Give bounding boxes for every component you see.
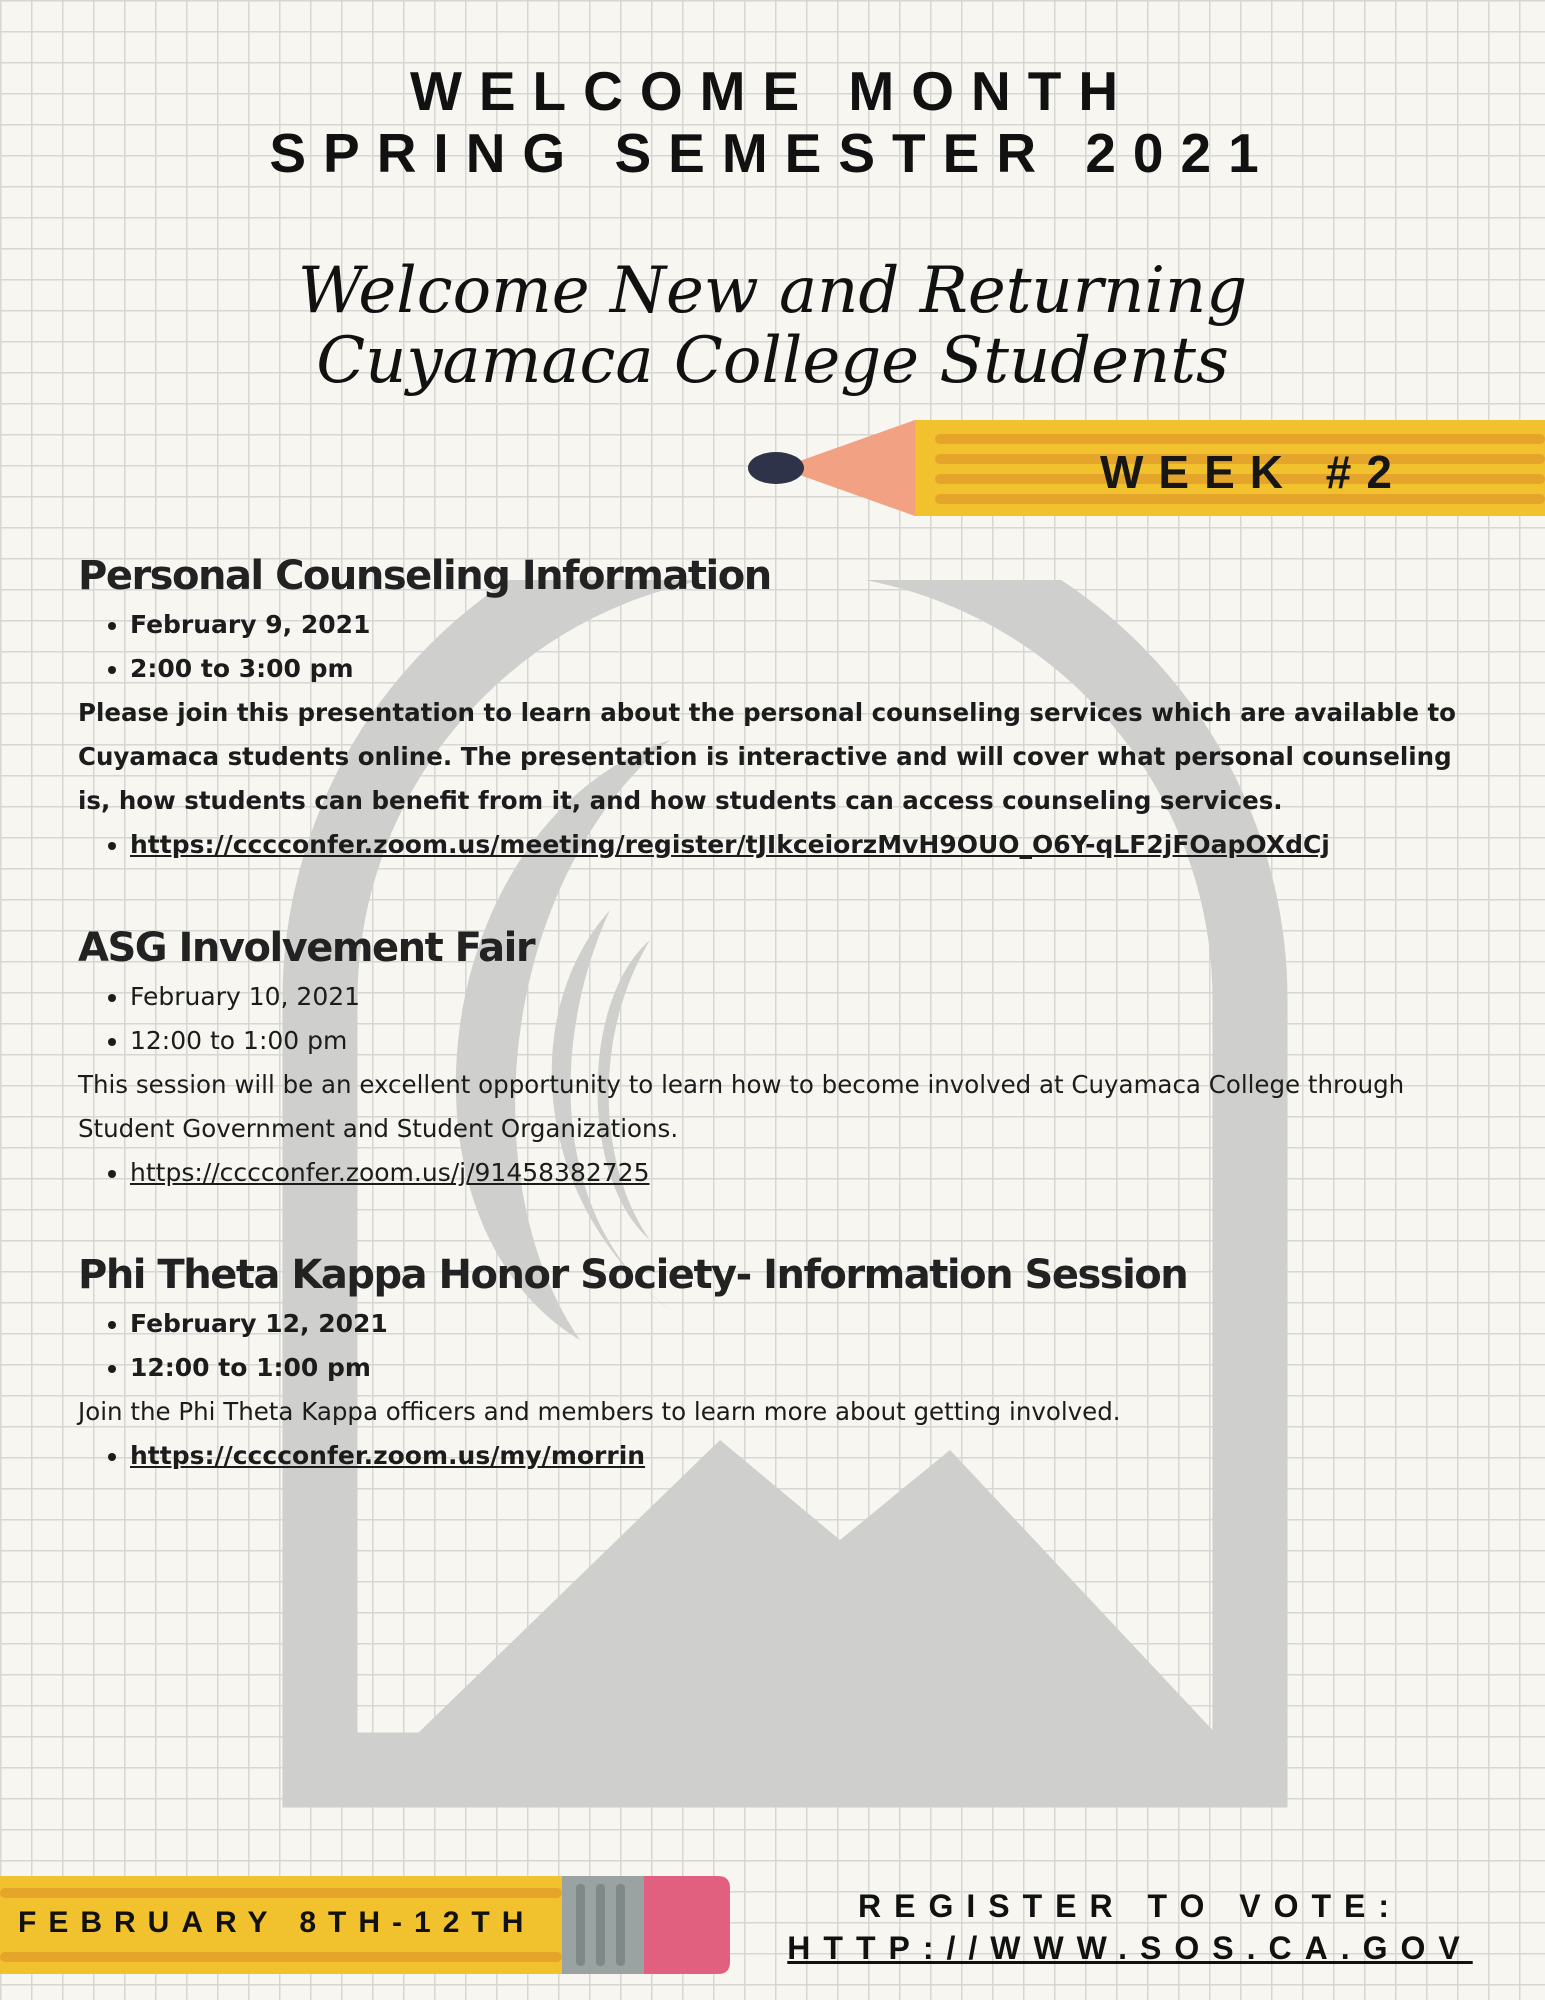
week-label: WEEK #2 <box>1100 446 1407 498</box>
event-time: • 12:00 to 1:00 pm <box>130 1346 1478 1390</box>
link-item <box>130 1434 1478 1478</box>
register-url-wrapper <box>770 1930 1490 1967</box>
event-description: This session will be an excellent opportunity to learn how to become involved at Cuyamaca College through Student Government and Student Organizations. <box>78 1070 1405 1143</box>
section-asg-involvement-fair <box>78 925 1478 1195</box>
zoom-link[interactable]: https://cccconfer.zoom.us/my/morrin <box>130 1441 646 1470</box>
week-dates: FEBRUARY 8TH-12TH <box>18 1906 536 1939</box>
link-item <box>130 823 1478 867</box>
zoom-link[interactable]: https://cccconfer.zoom.us/j/91458382725 <box>130 1158 650 1187</box>
link-item <box>130 1151 1478 1195</box>
section-link-list <box>78 1151 1478 1195</box>
section-title: ASG Involvement Fair <box>78 925 535 971</box>
section-title: Personal Counseling Information <box>78 553 771 599</box>
section-link-list <box>78 1434 1478 1478</box>
section-details <box>78 603 1478 691</box>
event-date: • February 12, 2021 <box>130 1302 1478 1346</box>
section-details <box>78 1302 1478 1390</box>
event-time: • 2:00 to 3:00 pm <box>130 647 1478 691</box>
section-details <box>78 975 1478 1063</box>
event-date: • February 9, 2021 <box>130 603 1478 647</box>
event-heading: WELCOME MONTH <box>409 60 1136 122</box>
register-url-link[interactable]: HTTP://WWW.SOS.CA.GOV <box>787 1930 1473 1966</box>
section-link-list <box>78 823 1478 867</box>
register-label: REGISTER TO VOTE: <box>858 1888 1402 1924</box>
section-personal-counseling <box>78 553 1478 867</box>
welcome-script-line1: Welcome New and Returning <box>297 254 1248 328</box>
semester-heading: SPRING SEMESTER 2021 <box>269 122 1276 184</box>
event-description: Please join this presentation to learn about the personal counseling services which are available to Cuyamaca students online. The presentation is interactive and will cover what personal counseling is, how students can benefit from it, and how students can access counseling services. <box>78 698 1457 815</box>
welcome-script-line2: Cuyamaca College Students <box>316 324 1229 398</box>
event-description: Join the Phi Theta Kappa officers and members to learn more about getting involved. <box>78 1397 1121 1426</box>
section-phi-theta-kappa <box>78 1252 1478 1478</box>
zoom-link[interactable]: https://cccconfer.zoom.us/meeting/register/tJIkceiorzMvH9OUO_O6Y-qLF2jFOapOXdCj <box>130 830 1330 859</box>
section-title: Phi Theta Kappa Honor Society- Information Session <box>78 1252 1188 1298</box>
event-date: • February 10, 2021 <box>130 975 1478 1019</box>
event-time: • 12:00 to 1:00 pm <box>130 1019 1478 1063</box>
